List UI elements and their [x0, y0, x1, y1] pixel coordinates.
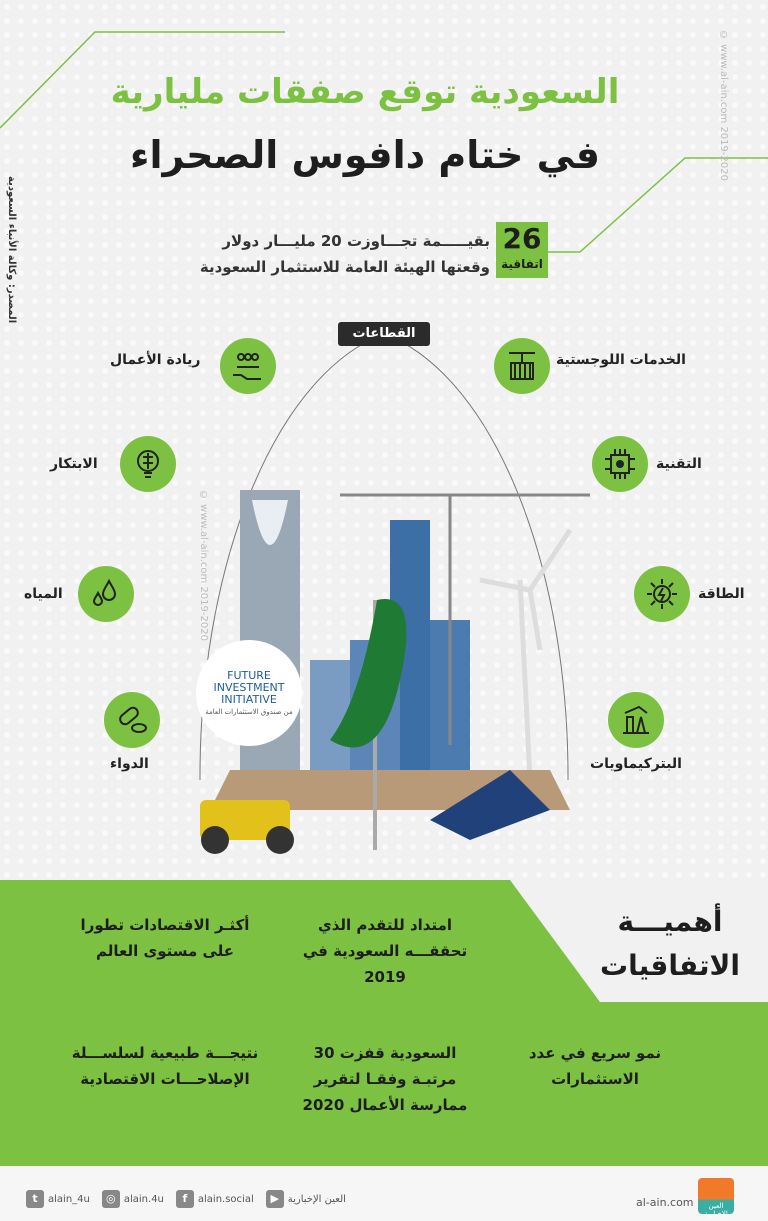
- sector-label: المياه: [24, 586, 63, 602]
- importance-title-line1: أهميـــة: [617, 905, 723, 938]
- agreements-count-badge: [496, 222, 548, 278]
- twitter-icon: t: [26, 1190, 44, 1208]
- facebook-icon: f: [176, 1190, 194, 1208]
- oil-pump-icon: [608, 692, 664, 748]
- chip-icon: [592, 436, 648, 492]
- source-note: المصدر: وكالة الأنباء السعودية: [6, 176, 17, 324]
- crane-container-icon: [494, 338, 550, 394]
- importance-title: [600, 900, 740, 988]
- summary-text: [200, 228, 490, 280]
- people-hand-icon: [220, 338, 276, 394]
- summary-line2: وقعتها الهيئة العامة للاستثمار السعودية: [199, 258, 490, 276]
- facebook-handle: alain.social: [197, 1193, 254, 1205]
- title-line2: في ختام دافوس الصحراء: [130, 133, 600, 177]
- sector-label: الابتكار: [50, 456, 98, 472]
- instagram-handle: alain.4u: [123, 1193, 164, 1205]
- importance-item: امتداد للتقدم الذي تحققـــه السعودية في 2019: [302, 916, 468, 986]
- sector-label: الخدمات اللوجستية: [556, 352, 686, 368]
- importance-title-line2: الاتفاقيات: [599, 949, 740, 982]
- fii-logo-line1: FUTURE: [227, 669, 271, 682]
- importance-item: نتيجـــة طبيعية لسلســـلة الإصلاحـــات الاقتصادية: [71, 1044, 259, 1088]
- site-link[interactable]: al-ain.com: [636, 1196, 694, 1209]
- title-line1: السعودية توقع صفقات مليارية: [110, 72, 620, 112]
- importance-item: أكثـر الاقتصادات تطورا على مستوى العالم: [80, 916, 250, 960]
- fii-logo-line2: INVESTMENT: [213, 681, 285, 694]
- youtube-handle: العين الإخبارية: [287, 1193, 346, 1205]
- al-ain-logo: العين الإخبارية: [698, 1178, 734, 1214]
- energy-icon: [634, 566, 690, 622]
- water-drops-icon: [78, 566, 134, 622]
- fii-logo-line4: من صندوق الاستثمارات العامة: [205, 708, 293, 716]
- sector-label: البتركيماويات: [590, 756, 682, 772]
- instagram-link[interactable]: [102, 1190, 164, 1208]
- brain-bulb-icon: [120, 436, 176, 492]
- importance-item: نمو سريع في عدد الاستثمارات: [528, 1044, 662, 1088]
- twitter-link[interactable]: [26, 1190, 90, 1208]
- youtube-link[interactable]: [266, 1190, 346, 1208]
- instagram-icon: ◎: [102, 1190, 120, 1208]
- twitter-handle: alain_4u: [48, 1193, 90, 1205]
- fii-logo-line3: INITIATIVE: [221, 693, 277, 706]
- fii-logo: [196, 640, 302, 746]
- pills-icon: [104, 692, 160, 748]
- watermark: © www.al-ain.com 2019-2020: [198, 490, 209, 641]
- importance-item: السعودية قفزت 30 مرتبـة وفقـا لتقرير ممارسة الأعمال 2020: [302, 1044, 468, 1114]
- youtube-icon: ▶: [266, 1190, 284, 1208]
- agreements-count-label: اتفاقية: [501, 257, 543, 271]
- sector-label: ريادة الأعمال: [110, 352, 201, 368]
- sector-label: الدواء: [110, 756, 149, 772]
- summary-line1: بقيـــــمة تجـــاوزت 20 مليـــار دولار: [222, 232, 490, 250]
- sector-label: الطاقة: [698, 586, 745, 602]
- social-links: [26, 1190, 346, 1208]
- facebook-link[interactable]: [176, 1190, 254, 1208]
- sectors-title: القطاعات: [338, 322, 430, 346]
- agreements-count: 26: [502, 222, 542, 255]
- watermark: © www.al-ain.com 2019-2020: [718, 30, 729, 181]
- sector-label: التقنية: [656, 456, 702, 472]
